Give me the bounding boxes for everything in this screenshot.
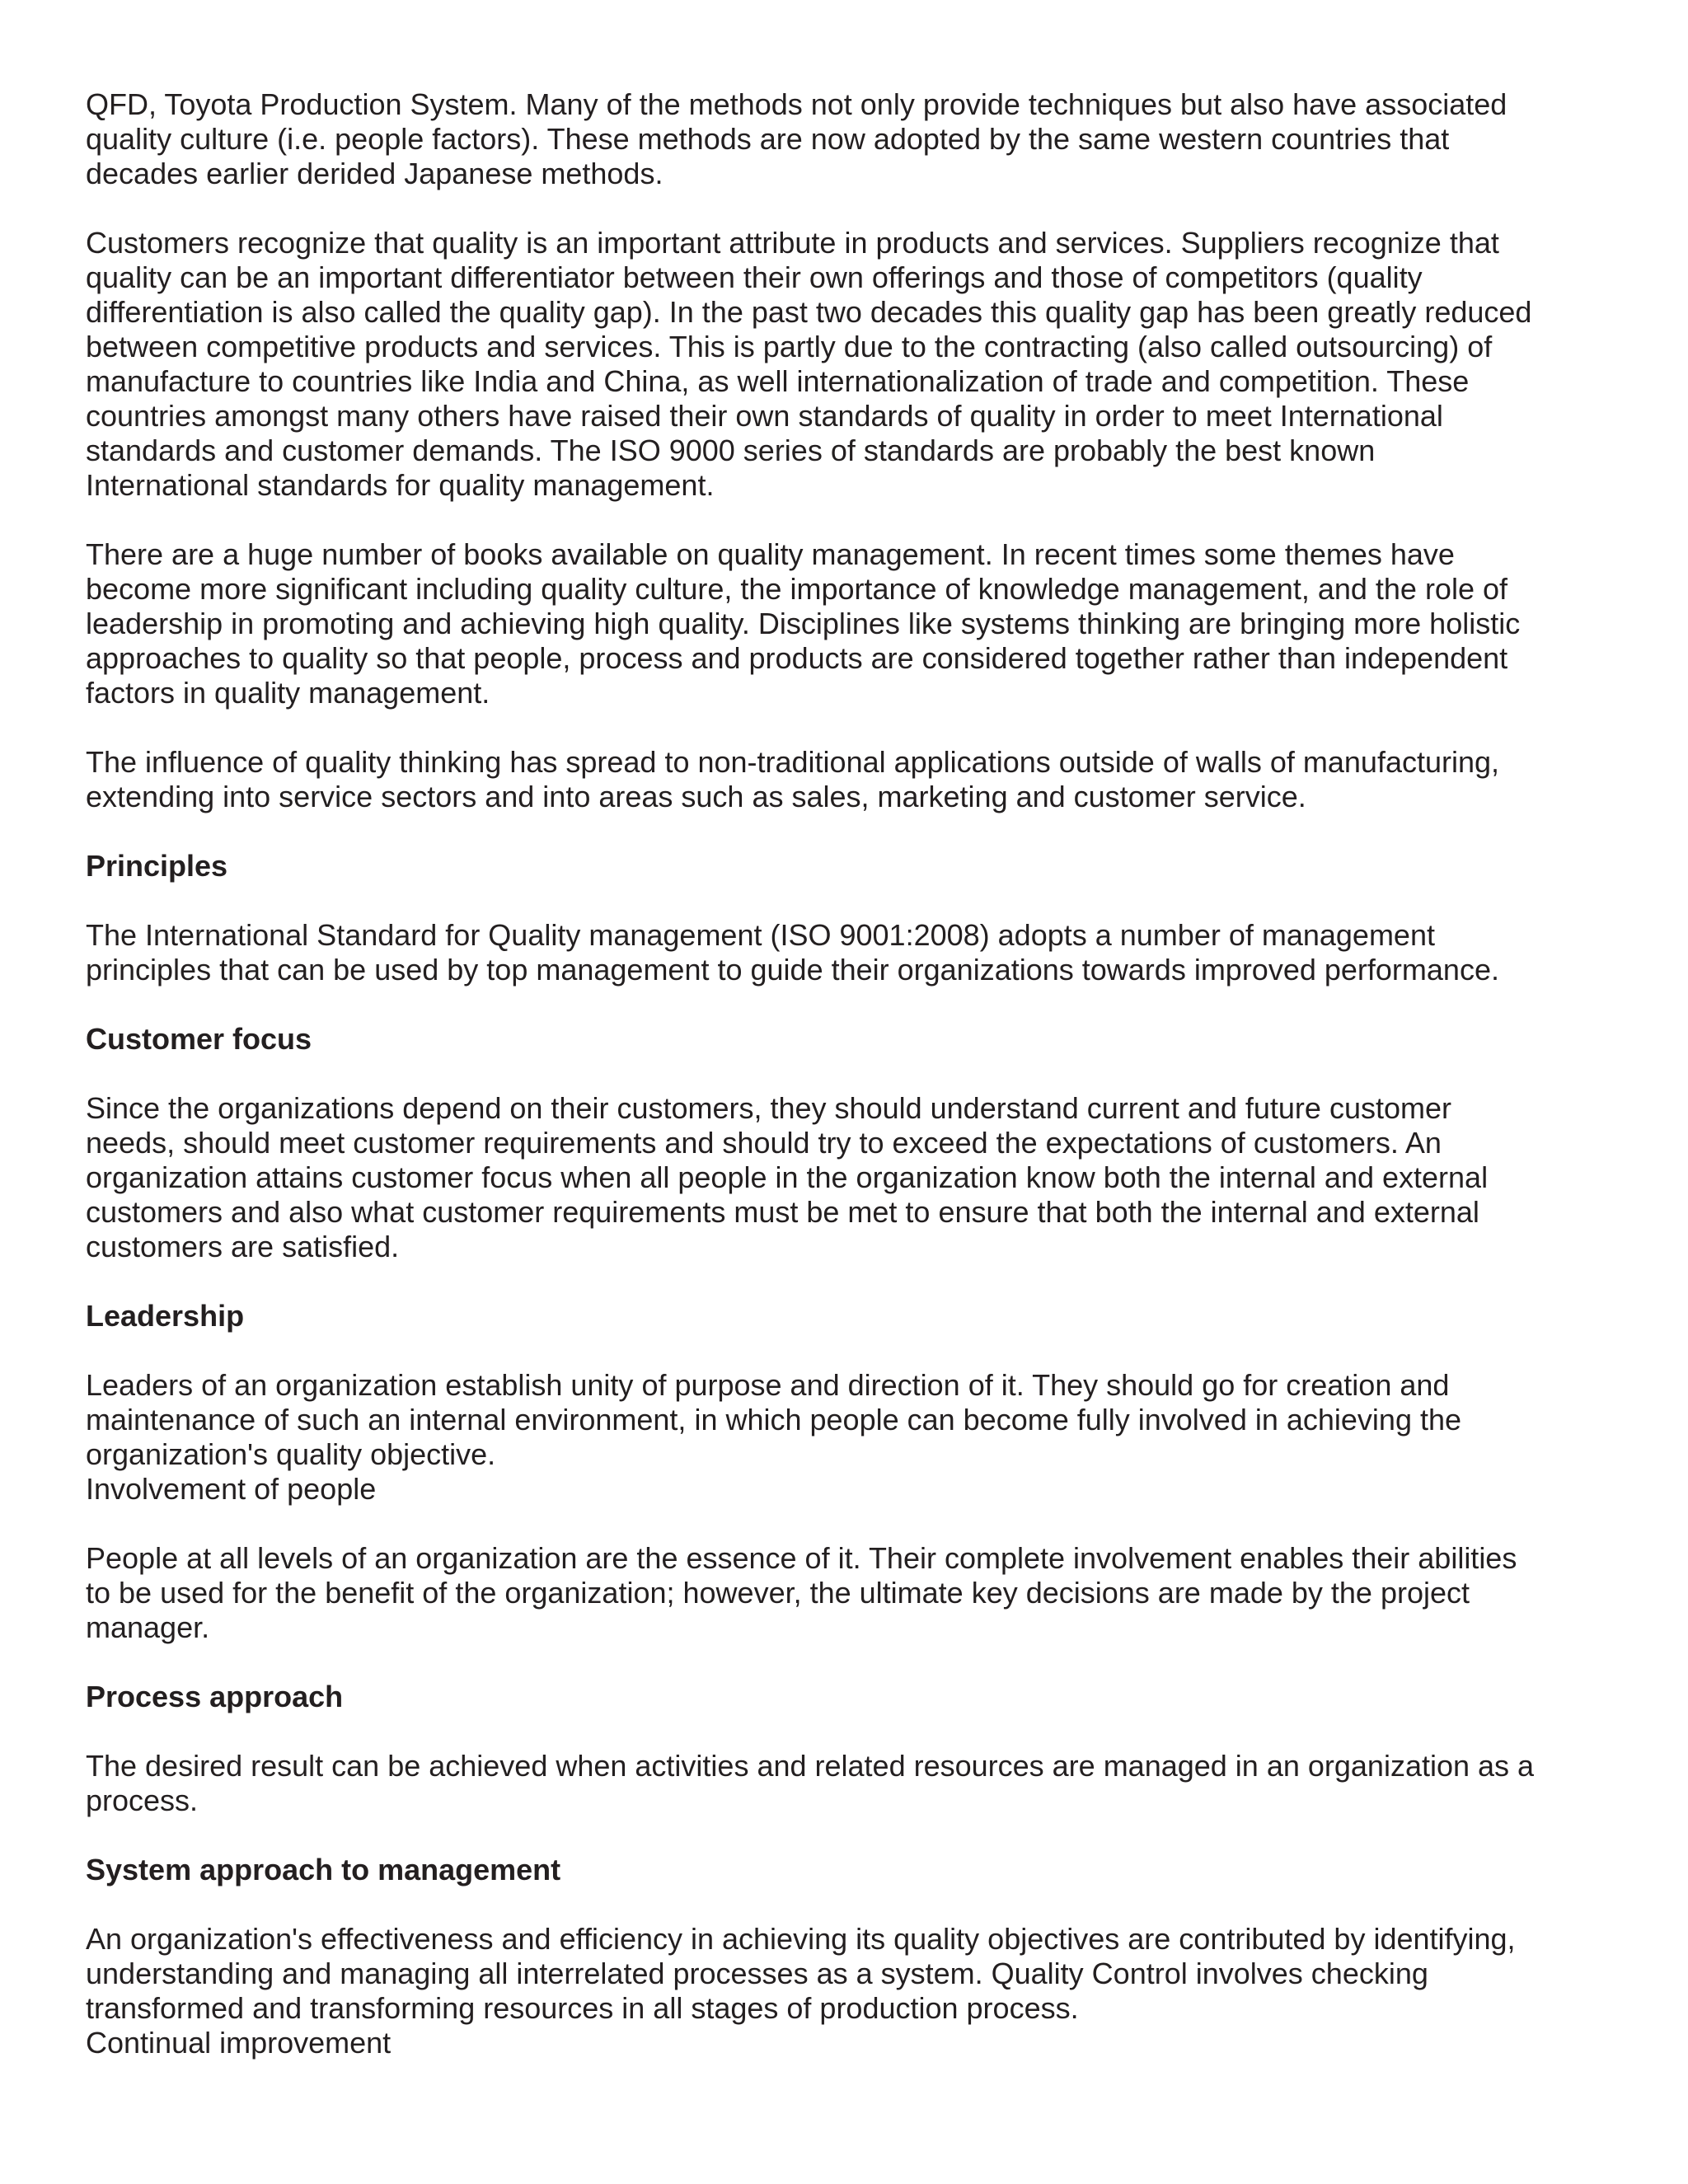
subheading-continual-improvement: Continual improvement bbox=[86, 2026, 392, 2060]
text-line: to be used for the benefit of the organization; however, the ultimate key decisions are made by the project bbox=[86, 1576, 1470, 1610]
text-line: International standards for quality management. bbox=[86, 468, 715, 502]
text-line: organization attains customer focus when all people in the organization know both the internal and external bbox=[86, 1160, 1489, 1194]
text-line: Since the organizations depend on their customers, they should understand current and future customer bbox=[86, 1091, 1451, 1125]
text-line: The desired result can be achieved when activities and related resources are managed in an organization as a bbox=[86, 1749, 1535, 1783]
text-line: QFD, Toyota Production System. Many of the methods not only provide techniques but also have associated bbox=[86, 87, 1507, 121]
text-line: needs, should meet customer requirements and should try to exceed the expectations of customers. An bbox=[86, 1126, 1442, 1160]
text-line: maintenance of such an internal environment, in which people can become fully involved in achieving the bbox=[86, 1403, 1462, 1436]
heading-leadership: Leadership bbox=[86, 1299, 245, 1333]
text-line: quality can be an important differentiator between their own offerings and those of competitors (quality bbox=[86, 260, 1423, 294]
text-line: Leaders of an organization establish unity of purpose and direction of it. They should go for creation and bbox=[86, 1368, 1450, 1402]
text-line: There are a huge number of books available on quality management. In recent times some themes have bbox=[86, 537, 1455, 571]
text-line: principles that can be used by top management to guide their organizations towards improved performance. bbox=[86, 953, 1499, 987]
paragraph-books bbox=[86, 537, 1619, 710]
paragraph-process-approach bbox=[86, 1749, 1619, 1818]
text-line: factors in quality management. bbox=[86, 676, 490, 710]
text-line: standards and customer demands. The ISO 9000 series of standards are probably the best known bbox=[86, 434, 1376, 467]
text-line: An organization's effectiveness and efficiency in achieving its quality objectives are contributed by identifying, bbox=[86, 1922, 1516, 1956]
heading-process-approach: Process approach bbox=[86, 1680, 344, 1713]
document-body bbox=[86, 87, 1619, 2095]
text-line: quality culture (i.e. people factors). These methods are now adopted by the same western countries that bbox=[86, 122, 1450, 156]
paragraph-leadership bbox=[86, 1368, 1619, 1507]
text-line: countries amongst many others have raised their own standards of quality in order to meet International bbox=[86, 399, 1443, 433]
text-line: customers are satisfied. bbox=[86, 1230, 400, 1263]
paragraph-system-approach bbox=[86, 1922, 1619, 2060]
text-line: become more significant including quality culture, the importance of knowledge management, and the role of bbox=[86, 572, 1507, 606]
text-line: customers and also what customer requirements must be met to ensure that both the internal and external bbox=[86, 1195, 1479, 1229]
paragraph-customers bbox=[86, 226, 1619, 503]
paragraph-iso-standard bbox=[86, 918, 1619, 987]
subheading-involvement-of-people: Involvement of people bbox=[86, 1472, 377, 1506]
text-line: The influence of quality thinking has spread to non-traditional applications outside of walls of manufacturing, bbox=[86, 745, 1500, 779]
text-line: extending into service sectors and into areas such as sales, marketing and customer service. bbox=[86, 780, 1306, 813]
paragraph-methods bbox=[86, 87, 1619, 191]
heading-customer-focus: Customer focus bbox=[86, 1022, 312, 1056]
text-line: understanding and managing all interrelated processes as a system. Quality Control involves checking bbox=[86, 1957, 1428, 1990]
text-line: between competitive products and services. This is partly due to the contracting (also called outsourcing) of bbox=[86, 330, 1493, 363]
text-line: manufacture to countries like India and China, as well internationalization of trade and competition. These bbox=[86, 364, 1470, 398]
text-line: process. bbox=[86, 1783, 199, 1817]
paragraph-customer-focus bbox=[86, 1091, 1619, 1264]
paragraph-involvement bbox=[86, 1541, 1619, 1645]
text-line: differentiation is also called the quality gap). In the past two decades this quality gap has been greatly reduced bbox=[86, 295, 1532, 329]
text-line: Customers recognize that quality is an important attribute in products and services. Suppliers recognize that bbox=[86, 226, 1499, 260]
text-line: People at all levels of an organization are the essence of it. Their complete involvement enables their abilities bbox=[86, 1541, 1517, 1575]
text-line: approaches to quality so that people, process and products are considered together rather than independent bbox=[86, 641, 1508, 675]
text-line: The International Standard for Quality management (ISO 9001:2008) adopts a number of management bbox=[86, 918, 1435, 952]
text-line: organization's quality objective. bbox=[86, 1437, 496, 1471]
heading-system-approach: System approach to management bbox=[86, 1853, 561, 1886]
paragraph-influence bbox=[86, 745, 1619, 814]
text-line: leadership in promoting and achieving high quality. Disciplines like systems thinking are bringing more holistic bbox=[86, 607, 1521, 640]
text-line: manager. bbox=[86, 1610, 210, 1644]
text-line: decades earlier derided Japanese methods. bbox=[86, 157, 663, 190]
text-line: transformed and transforming resources in all stages of production process. bbox=[86, 1991, 1079, 2025]
heading-principles: Principles bbox=[86, 849, 228, 883]
